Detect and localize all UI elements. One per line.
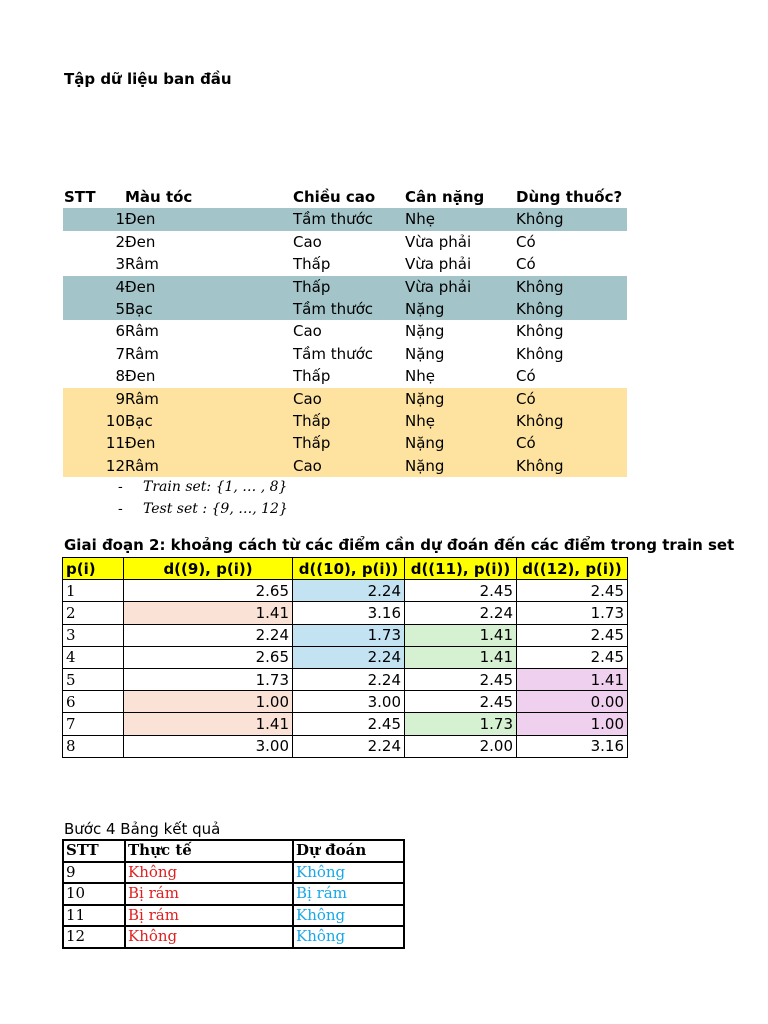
row-height: Cao: [293, 389, 322, 408]
train-set-text: Train set: {1, … , 8}: [143, 479, 288, 495]
row-drug-use: Không: [516, 299, 564, 318]
row-hair-color: Râm: [125, 322, 159, 341]
distance-row: [63, 646, 628, 668]
result-row: [63, 862, 404, 884]
row-drug-use: Không: [516, 456, 564, 475]
row-drug-use: Không: [516, 277, 564, 296]
result-row: [63, 905, 404, 927]
distance-value: 0.00: [517, 691, 628, 713]
row-weight: Vừa phải: [405, 277, 472, 296]
split-notes: [118, 476, 288, 520]
result-stt: 10: [63, 883, 125, 905]
result-actual: Không: [125, 926, 293, 948]
distance-header-d10: d((10), p(i)): [293, 558, 405, 580]
row-weight: Vừa phải: [405, 232, 472, 251]
dataset-row: [63, 410, 627, 432]
distance-header-row: [63, 558, 628, 580]
row-hair-color: Đen: [125, 277, 156, 296]
row-stt: 7: [115, 344, 125, 363]
dataset-row: [63, 455, 627, 477]
row-weight: Nặng: [405, 434, 445, 453]
row-hair-color: Đen: [125, 232, 156, 251]
distance-value: 1.73: [124, 668, 293, 690]
dataset-row: [63, 298, 627, 320]
result-header-actual: Thực tế: [125, 840, 293, 862]
row-height: Tầm thước: [293, 299, 374, 318]
distance-value: 2.45: [405, 580, 517, 602]
row-height: Cao: [293, 456, 322, 475]
result-stt: 12: [63, 926, 125, 948]
row-stt: 3: [115, 255, 125, 274]
row-hair-color: Râm: [125, 344, 159, 363]
dataset-table: [63, 186, 627, 477]
row-stt: 11: [105, 434, 125, 453]
distance-value: 3.00: [124, 735, 293, 757]
row-height: Tầm thước: [293, 344, 374, 363]
distance-value: 1.41: [517, 668, 628, 690]
row-hair-color: Đen: [125, 367, 156, 386]
distance-value: 3.16: [517, 735, 628, 757]
row-hair-color: Râm: [125, 456, 159, 475]
result-header-stt: STT: [63, 840, 125, 862]
distance-row: [63, 735, 628, 757]
row-stt: 8: [115, 367, 125, 386]
result-predicted: Bị rám: [293, 883, 404, 905]
distance-value: 2.45: [517, 580, 628, 602]
header-drug-use: Dùng thuốc?: [516, 188, 623, 206]
distance-point-index: 8: [63, 735, 124, 757]
distance-value: 2.65: [124, 646, 293, 668]
result-table: [62, 839, 405, 949]
distance-value: 1.00: [517, 713, 628, 735]
result-predicted: Không: [293, 862, 404, 884]
row-weight: Nặng: [405, 344, 445, 363]
row-weight: Nhẹ: [405, 367, 435, 386]
distance-value: 2.24: [293, 735, 405, 757]
test-set-text: Test set : {9, …, 12}: [143, 501, 288, 517]
result-section-title: Bước 4 Bảng kết quả: [64, 820, 221, 838]
row-weight: Nặng: [405, 389, 445, 408]
distance-row: [63, 624, 628, 646]
dataset-row: [63, 253, 627, 275]
distance-value: 2.24: [293, 580, 405, 602]
header-weight: Cân nặng: [405, 188, 485, 206]
distance-value: 2.45: [517, 646, 628, 668]
distance-value: 1.00: [124, 691, 293, 713]
distance-value: 1.41: [124, 713, 293, 735]
dataset-row: [63, 343, 627, 365]
result-actual: Không: [125, 862, 293, 884]
distance-value: 2.24: [293, 646, 405, 668]
distance-section-title: Giai đoạn 2: khoảng cách từ các điểm cần dự đoán đến các điểm trong train set: [64, 536, 735, 554]
row-stt: 1: [115, 210, 125, 229]
row-weight: Vừa phải: [405, 255, 472, 274]
distance-header-d11: d((11), p(i)): [405, 558, 517, 580]
row-weight: Nhẹ: [405, 411, 435, 430]
row-hair-color: Bạc: [125, 411, 153, 430]
distance-row: [63, 668, 628, 690]
distance-header-d9: d((9), p(i)): [124, 558, 293, 580]
distance-value: 2.65: [124, 580, 293, 602]
dataset-row: [63, 320, 627, 342]
dataset-title: Tập dữ liệu ban đầu: [64, 70, 232, 88]
distance-row: [63, 691, 628, 713]
result-actual: Bị rám: [125, 883, 293, 905]
distance-value: 1.41: [405, 624, 517, 646]
row-height: Cao: [293, 322, 322, 341]
row-drug-use: Không: [516, 344, 564, 363]
header-hair-color: Màu tóc: [125, 188, 193, 206]
row-drug-use: Có: [516, 232, 536, 251]
header-height: Chiều cao: [293, 188, 376, 206]
row-height: Thấp: [293, 367, 331, 386]
dataset-row: [63, 276, 627, 298]
row-weight: Nhẹ: [405, 210, 435, 229]
row-stt: 2: [115, 232, 125, 251]
row-height: Thấp: [293, 434, 331, 453]
row-stt: 5: [115, 299, 125, 318]
distance-value: 2.00: [405, 735, 517, 757]
distance-value: 1.73: [405, 713, 517, 735]
row-height: Thấp: [293, 255, 331, 274]
distance-table: [62, 557, 628, 758]
row-drug-use: Có: [516, 434, 536, 453]
distance-value: 2.24: [124, 624, 293, 646]
distance-point-index: 6: [63, 691, 124, 713]
result-stt: 11: [63, 905, 125, 927]
row-drug-use: Không: [516, 411, 564, 430]
distance-header-p: p(i): [63, 558, 124, 580]
row-height: Thấp: [293, 277, 331, 296]
dataset-row: [63, 365, 627, 387]
distance-row: [63, 713, 628, 735]
result-predicted: Không: [293, 926, 404, 948]
distance-value: 1.73: [517, 602, 628, 624]
row-height: Cao: [293, 232, 322, 251]
row-hair-color: Râm: [125, 255, 159, 274]
row-weight: Nặng: [405, 456, 445, 475]
result-body: [63, 862, 404, 948]
result-row: [63, 883, 404, 905]
result-header-predicted: Dự đoán: [293, 840, 404, 862]
distance-point-index: 1: [63, 580, 124, 602]
distance-point-index: 5: [63, 668, 124, 690]
distance-value: 2.24: [293, 668, 405, 690]
result-row: [63, 926, 404, 948]
distance-value: 2.45: [405, 668, 517, 690]
result-actual: Bị rám: [125, 905, 293, 927]
dataset-row: [63, 231, 627, 253]
distance-point-index: 7: [63, 713, 124, 735]
distance-value: 2.45: [405, 691, 517, 713]
test-set-note: - Test set : {9, …, 12}: [118, 501, 288, 517]
result-stt: 9: [63, 862, 125, 884]
row-weight: Nặng: [405, 322, 445, 341]
header-stt: STT: [64, 188, 96, 206]
row-drug-use: Có: [516, 367, 536, 386]
dataset-row: [63, 432, 627, 454]
result-header-row: [63, 840, 404, 862]
distance-header-d12: d((12), p(i)): [517, 558, 628, 580]
row-stt: 12: [105, 456, 125, 475]
distance-row: [63, 602, 628, 624]
distance-value: 2.24: [405, 602, 517, 624]
row-stt: 9: [115, 389, 125, 408]
row-stt: 4: [115, 277, 125, 296]
row-weight: Nặng: [405, 299, 445, 318]
row-drug-use: Có: [516, 389, 536, 408]
distance-value: 1.73: [293, 624, 405, 646]
row-hair-color: Bạc: [125, 299, 153, 318]
distance-point-index: 4: [63, 646, 124, 668]
row-drug-use: Không: [516, 210, 564, 229]
distance-point-index: 2: [63, 602, 124, 624]
result-predicted: Không: [293, 905, 404, 927]
row-drug-use: Có: [516, 255, 536, 274]
distance-value: 1.41: [124, 602, 293, 624]
distance-value: 3.16: [293, 602, 405, 624]
dataset-header-row: [63, 186, 627, 208]
distance-row: [63, 580, 628, 602]
row-height: Tầm thước: [293, 210, 374, 229]
dataset-body: [63, 208, 627, 477]
distance-value: 2.45: [293, 713, 405, 735]
distance-body: [63, 580, 628, 758]
distance-point-index: 3: [63, 624, 124, 646]
distance-value: 2.45: [517, 624, 628, 646]
distance-value: 3.00: [293, 691, 405, 713]
train-set-note: - Train set: {1, … , 8}: [118, 479, 288, 495]
dataset-row: [63, 388, 627, 410]
row-hair-color: Đen: [125, 210, 156, 229]
row-stt: 10: [105, 411, 125, 430]
dataset-row: [63, 208, 627, 230]
row-hair-color: Đen: [125, 434, 156, 453]
distance-value: 1.41: [405, 646, 517, 668]
row-hair-color: Râm: [125, 389, 159, 408]
row-height: Thấp: [293, 411, 331, 430]
row-drug-use: Không: [516, 322, 564, 341]
row-stt: 6: [115, 322, 125, 341]
